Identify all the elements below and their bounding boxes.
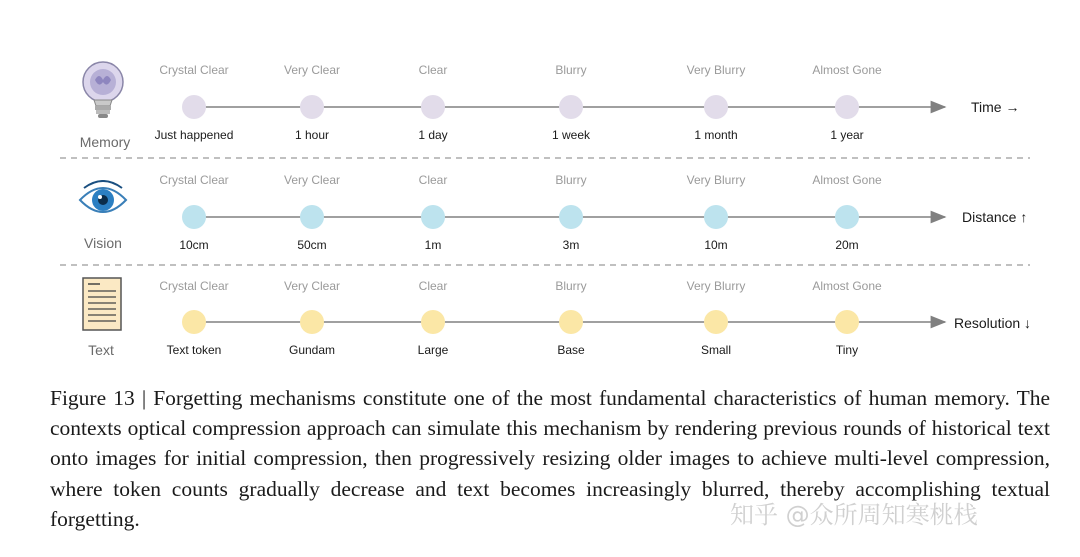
stage-dot [421, 95, 445, 119]
stage-label: Clear [418, 173, 448, 187]
tick-label: 10m [704, 238, 728, 252]
stage-dot [704, 310, 728, 334]
stage-label: Blurry [555, 173, 587, 187]
stage-dot [182, 205, 206, 229]
eye-icon [78, 180, 128, 225]
stage-dot [559, 310, 583, 334]
stage-label: Very Clear [283, 63, 341, 77]
axis-label-distance: Distance ↑ [962, 209, 1028, 225]
tick-label: Text token [166, 343, 222, 357]
stage-label: Crystal Clear [159, 63, 229, 77]
tick-label: Large [417, 343, 449, 357]
tick-label: Base [557, 343, 585, 357]
stage-label: Almost Gone [812, 63, 882, 77]
tick-label: Just happened [154, 128, 234, 142]
tick-label: 1m [424, 238, 442, 252]
stage-label: Very Clear [283, 279, 341, 293]
stage-dot [704, 95, 728, 119]
stage-dot [182, 95, 206, 119]
stage-dot [835, 205, 859, 229]
stage-dot [421, 205, 445, 229]
lightbulb-icon [80, 60, 126, 131]
tick-label: 50cm [297, 238, 327, 252]
stage-dot [300, 205, 324, 229]
stage-label: Almost Gone [812, 279, 882, 293]
stage-dot [300, 95, 324, 119]
stage-dot [559, 95, 583, 119]
stage-label: Blurry [555, 63, 587, 77]
row-label-text: Text [88, 342, 114, 358]
row-label-vision: Vision [84, 235, 122, 251]
stage-label: Crystal Clear [159, 173, 229, 187]
axis-label-time: Time → [971, 99, 1020, 115]
stage-label: Clear [418, 279, 448, 293]
row-label-memory: Memory [79, 134, 131, 150]
tick-label: Gundam [288, 343, 336, 357]
tick-label: 20m [835, 238, 859, 252]
stage-dot [300, 310, 324, 334]
axis-label-resolution: Resolution ↓ [954, 315, 1032, 331]
tick-label: Small [700, 343, 732, 357]
document-icon [82, 277, 122, 336]
stage-dot [704, 205, 728, 229]
tick-label: Tiny [835, 343, 859, 357]
stage-dot [421, 310, 445, 334]
stage-dot [182, 310, 206, 334]
tick-label: 1 week [551, 128, 591, 142]
stage-label: Very Blurry [686, 173, 746, 187]
tick-label: 1 hour [294, 128, 330, 142]
stage-label: Very Blurry [686, 279, 746, 293]
stage-label: Crystal Clear [159, 279, 229, 293]
stage-dot [835, 95, 859, 119]
figure-caption: Figure 13 | Forgetting mechanisms constitute one of the most fundamental characteristics of human memory. The contexts optical compression approach can simulate this mechanism by rendering previous rounds of historical text onto images for initial compression, then progressively resizing older images to achieve multi-level compression, where token counts gradually decrease and text becomes increasingly blurred, thereby accomplishing textual forgetting. [50, 386, 1050, 531]
watermark: 知乎 @众所周知寒桃栈 [730, 501, 978, 529]
stage-label: Clear [418, 63, 448, 77]
tick-label: 1 month [694, 128, 738, 142]
tick-label: 1 year [830, 128, 864, 142]
stage-dot [559, 205, 583, 229]
tick-label: 1 day [418, 128, 448, 142]
stage-label: Very Clear [283, 173, 341, 187]
stage-label: Almost Gone [812, 173, 882, 187]
stage-dot [835, 310, 859, 334]
tick-label: 10cm [179, 238, 209, 252]
stage-label: Blurry [555, 279, 587, 293]
stage-label: Very Blurry [686, 63, 746, 77]
tick-label: 3m [562, 238, 580, 252]
